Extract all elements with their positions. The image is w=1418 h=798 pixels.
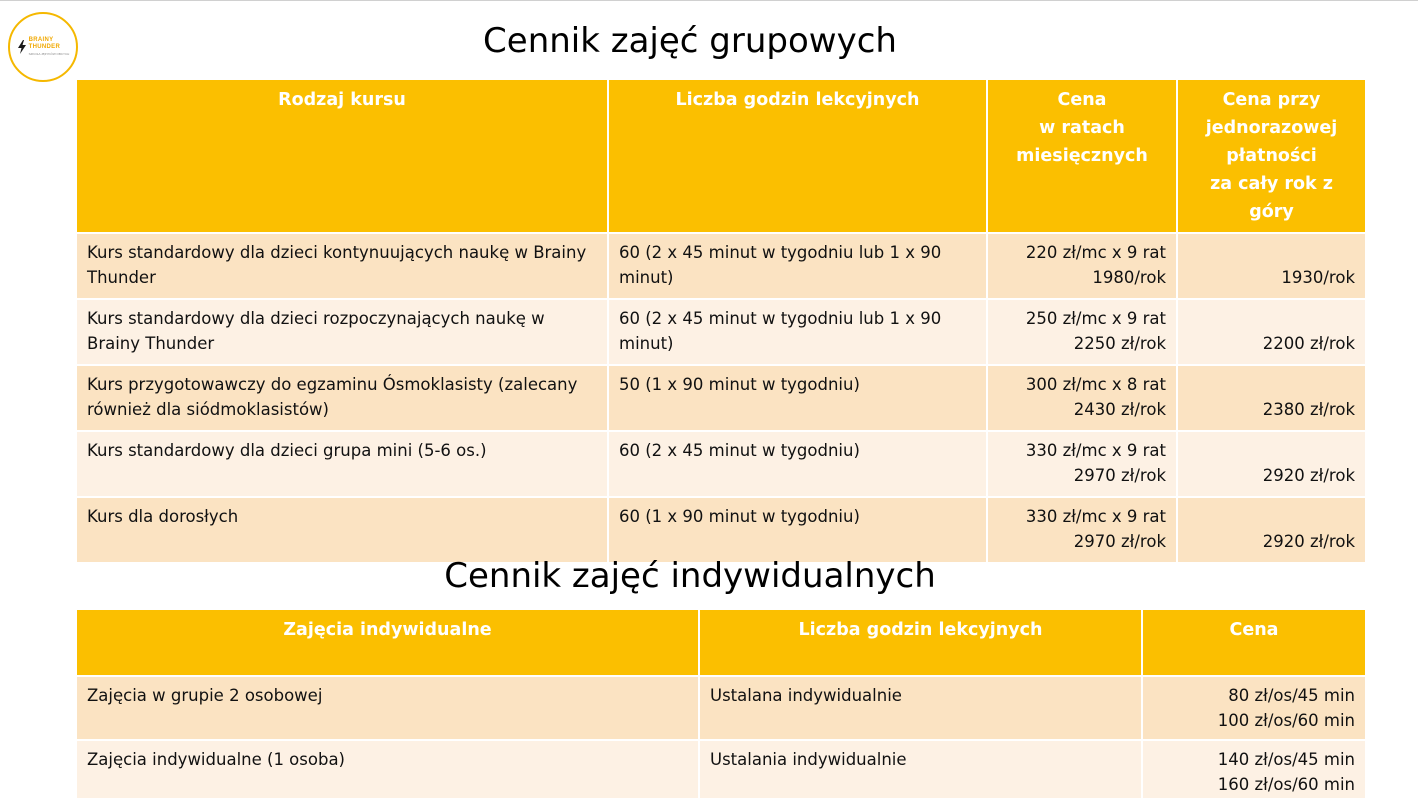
- course-hours: 60 (2 x 45 minut w tygodniu lub 1 x 90 minut): [608, 233, 987, 299]
- table-row: [76, 740, 1366, 798]
- table-row: [76, 676, 1366, 740]
- individual-price-list-title: Cennik zajęć indywidualnych: [444, 556, 936, 596]
- installment-price: 330 zł/mc x 9 rat 2970 zł/rok: [987, 431, 1177, 497]
- course-name: Kurs standardowy dla dzieci kontynuujących naukę w Brainy Thunder: [76, 233, 608, 299]
- header-upfront-price: Cena przy jednorazowej płatności za cały rok z góry: [1177, 79, 1366, 233]
- lesson-price: 80 zł/os/45 min 100 zł/os/60 min: [1142, 676, 1366, 740]
- lesson-hours: Ustalania indywidualnie: [699, 740, 1142, 798]
- upfront-price: 1930/rok: [1177, 233, 1366, 299]
- table-header-row: [76, 79, 1366, 233]
- header-installment-price: Cena w ratach miesięcznych: [987, 79, 1177, 233]
- table-row: [76, 497, 1366, 563]
- course-name: Kurs standardowy dla dzieci grupa mini (5-6 os.): [76, 431, 608, 497]
- upfront-price: 2380 zł/rok: [1177, 365, 1366, 431]
- group-price-table: [75, 78, 1367, 564]
- lesson-type: Zajęcia indywidualne (1 osoba): [76, 740, 699, 798]
- course-hours: 50 (1 x 90 minut w tygodniu): [608, 365, 987, 431]
- lesson-type: Zajęcia w grupie 2 osobowej: [76, 676, 699, 740]
- table-row: [76, 233, 1366, 299]
- course-name: Kurs przygotowawczy do egzaminu Ósmoklasisty (zalecany również dla siódmoklasistów): [76, 365, 608, 431]
- header-price: Cena: [1142, 609, 1366, 676]
- upfront-price: 2920 zł/rok: [1177, 497, 1366, 563]
- individual-price-table: [75, 608, 1367, 798]
- course-name: Kurs dla dorosłych: [76, 497, 608, 563]
- upfront-price: 2920 zł/rok: [1177, 431, 1366, 497]
- table-row: [76, 299, 1366, 365]
- table-row: [76, 365, 1366, 431]
- logo-line-3: SZKOŁA JĘZYKÓW OBCYCH: [28, 51, 70, 56]
- upfront-price: 2200 zł/rok: [1177, 299, 1366, 365]
- group-price-list-title: Cennik zajęć grupowych: [483, 21, 897, 61]
- lesson-hours: Ustalana indywidualnie: [699, 676, 1142, 740]
- table-header-row: [76, 609, 1366, 676]
- header-course-type: Rodzaj kursu: [76, 79, 608, 233]
- installment-price: 250 zł/mc x 9 rat 2250 zł/rok: [987, 299, 1177, 365]
- installment-price: 220 zł/mc x 9 rat 1980/rok: [987, 233, 1177, 299]
- installment-price: 300 zł/mc x 8 rat 2430 zł/rok: [987, 365, 1177, 431]
- lesson-price: 140 zł/os/45 min 160 zł/os/60 min: [1142, 740, 1366, 798]
- course-hours: 60 (2 x 45 minut w tygodniu): [608, 431, 987, 497]
- header-lesson-hours: Liczba godzin lekcyjnych: [699, 609, 1142, 676]
- installment-price: 330 zł/mc x 9 rat 2970 zł/rok: [987, 497, 1177, 563]
- header-lesson-type: Zajęcia indywidualne: [76, 609, 699, 676]
- course-hours: 60 (2 x 45 minut w tygodniu lub 1 x 90 minut): [608, 299, 987, 365]
- logo-line-2: THUNDER: [28, 43, 61, 50]
- course-name: Kurs standardowy dla dzieci rozpoczynających naukę w Brainy Thunder: [76, 299, 608, 365]
- logo-line-1: BRAINY: [28, 36, 54, 43]
- header-lesson-hours: Liczba godzin lekcyjnych: [608, 79, 987, 233]
- table-row: [76, 431, 1366, 497]
- course-hours: 60 (1 x 90 minut w tygodniu): [608, 497, 987, 563]
